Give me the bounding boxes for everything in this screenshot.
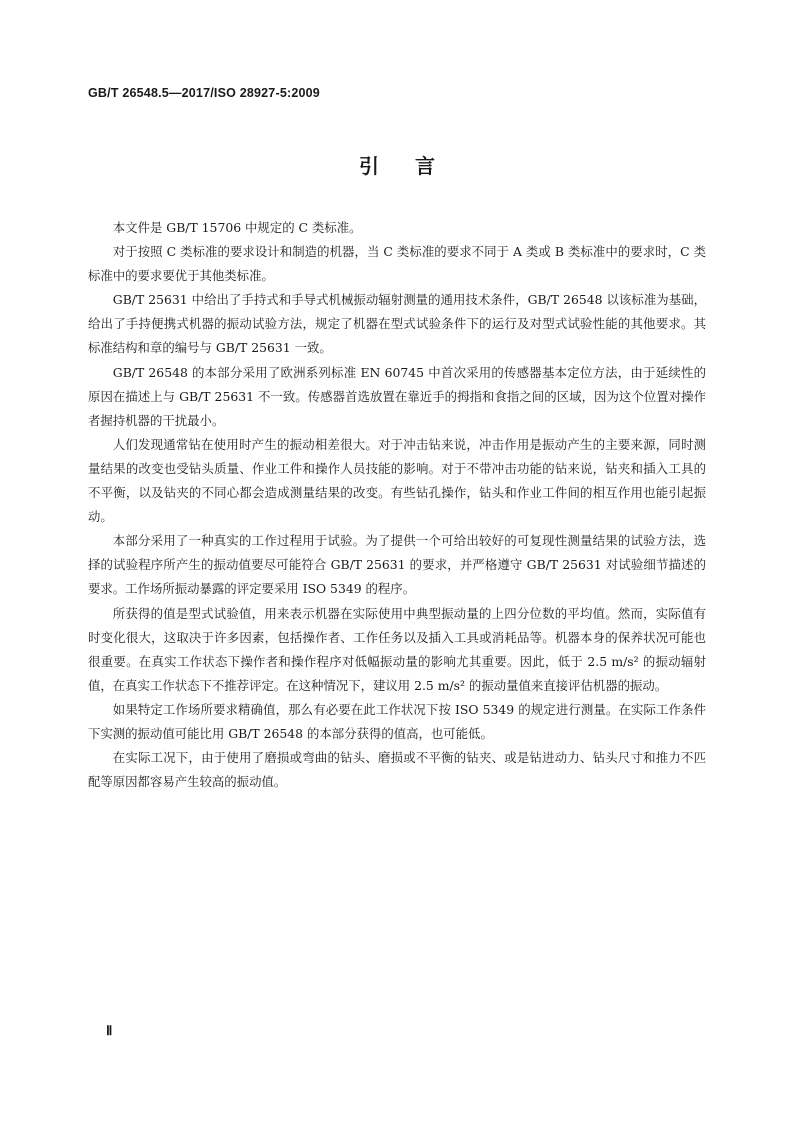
page-title: 引言 bbox=[359, 154, 471, 178]
standard-number-header: GB/T 26548.5—2017/ISO 28927-5:2009 bbox=[88, 86, 320, 100]
page-number: Ⅱ bbox=[106, 1023, 113, 1038]
paragraph-2: 对于按照 C 类标准的要求设计和制造的机器，当 C 类标准的要求不同于 A 类或 B 类标准中的要求时，C 类标准中的要求要优于其他类标准。 bbox=[88, 244, 706, 284]
paragraph-6: 本部分采用了一种真实的工作过程用于试验。为了提供一个可给出较好的可复现性测量结果的试验方法，选择的试验程序所产生的振动值要尽可能符合 GB/T 25631 的要求，并严格遵守 GB/T 25631 对试验细节描述的要求。工作场所振动暴露的评定要采用 ISO 5349 的程序。 bbox=[88, 533, 706, 597]
paragraph-3: GB/T 25631 中给出了手持式和手导式机械振动辐射测量的通用技术条件，GB/T 26548 以该标准为基础，给出了手持便携式机器的振动试验方法，规定了机器在型式试验条件下的运行及对型式试验性能的其他要求。其标准结构和章的编号与 GB/T 25631 一致。 bbox=[88, 292, 706, 356]
paragraph-4: GB/T 26548 的本部分采用了欧洲系列标准 EN 60745 中首次采用的传感器基本定位方法，由于延续性的原因在描述上与 GB/T 25631 不一致。传感器首选放置在靠近手的拇指和食指之间的区域，因为这个位置对操作者握持机器的干扰最小。 bbox=[88, 364, 706, 428]
paragraph-9: 在实际工况下，由于使用了磨损或弯曲的钻头、磨损或不平衡的钻夹、或是钻进动力、钻头尺寸和推力不匹配等原因都容易产生较高的振动值。 bbox=[88, 750, 706, 790]
paragraph-5: 人们发现通常钻在使用时产生的振动相差很大。对于冲击钻来说，冲击作用是振动产生的主要来源，同时测量结果的改变也受钻头质量、作业工件和操作人员技能的影响。对于不带冲击功能的钻来说，钻夹和插入工具的不平衡，以及钻夹的不同心都会造成测量结果的改变。有些钻孔操作，钻头和作业工件间的相互作用也能引起振动。 bbox=[88, 436, 706, 525]
introduction-body bbox=[88, 216, 706, 794]
paragraph-8: 如果特定工作场所要求精确值，那么有必要在此工作状况下按 ISO 5349 的规定进行测量。在实际工作条件下实测的振动值可能比用 GB/T 26548 的本部分获得的值高，也可能低。 bbox=[88, 701, 706, 741]
paragraph-7: 所获得的值是型式试验值，用来表示机器在实际使用中典型振动量的上四分位数的平均值。然而，实际值有时变化很大，这取决于许多因素，包括操作者、工作任务以及插入工具或消耗品等。机器本身的保养状况可能也很重要。在真实工作状态下操作者和操作程序对低幅振动量的影响尤其重要。因此，低于 2.5 m/s² 的振动辐射值，在真实工作状态下不推荐评定。在这种情况下，建议用 2.5 m/s² 的振动量值来直接评估机器的振动。 bbox=[88, 605, 706, 693]
paragraph-1: 本文件是 GB/T 15706 中规定的 C 类标准。 bbox=[112, 220, 362, 235]
